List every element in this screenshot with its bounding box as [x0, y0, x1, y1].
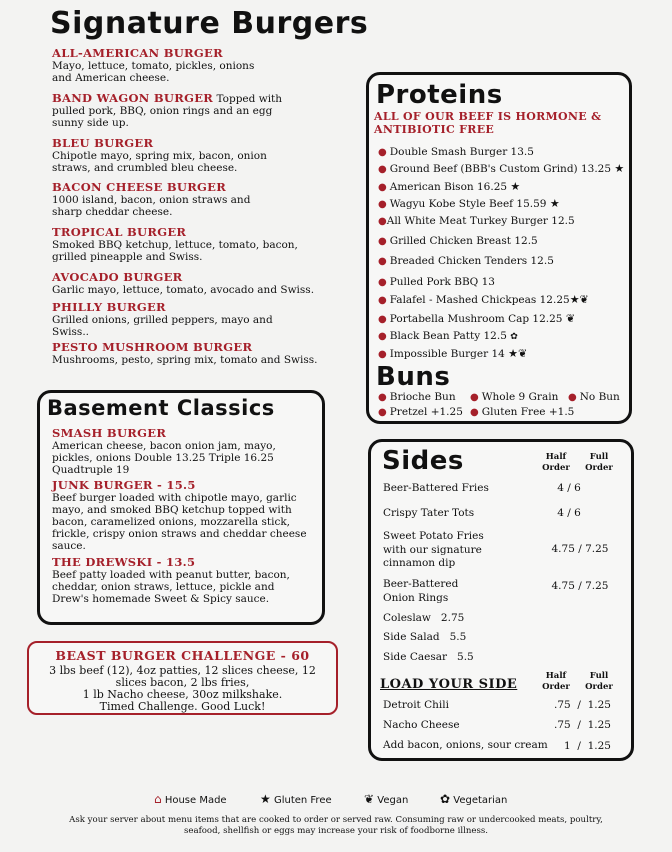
burger-desc: Mayo, lettuce, tomato, pickles, onions and American cheese. [52, 60, 255, 84]
bun-item [378, 391, 456, 403]
protein-label: Double Smash Burger 13.5 [389, 146, 534, 158]
burger-desc: Chipotle mayo, spring mix, bacon, onion straws, and crumbled bleu cheese. [52, 150, 267, 174]
challenge-details [27, 665, 338, 713]
burger-name: SMASH BURGER [52, 426, 167, 440]
bun-label: Brioche Bun [389, 391, 456, 403]
side-price: 4.75 / 7.25 [551, 543, 609, 555]
leaf-icon: ❦ [364, 792, 375, 806]
bullet-icon: ● [378, 182, 387, 193]
gluten-free-vegan-icon: ★❦ [508, 347, 528, 360]
half-order-header: Half Order [542, 671, 570, 692]
bullet-icon: ● [378, 236, 387, 247]
legend-label: House Made [164, 795, 227, 806]
side-item: Crispy Tater Tots [383, 507, 475, 519]
burger-name: PHILLY BURGER [52, 300, 166, 314]
basement-title: Basement Classics [47, 396, 275, 420]
side-item: Side Caesar 5.5 [383, 651, 474, 663]
burger-name: THE DREWSKI - 13.5 [52, 555, 196, 569]
protein-item [378, 215, 575, 227]
legend-vegetarian [440, 792, 507, 806]
side-item: Side Salad 5.5 [383, 631, 467, 643]
bun-label: No Bun [579, 391, 620, 403]
legend-label: Vegan [377, 795, 409, 806]
bullet-icon: ● [378, 392, 387, 403]
full-order-header: Full Order [585, 671, 613, 692]
side-price: 4.75 / 7.25 [551, 580, 609, 592]
basement-smash [52, 426, 310, 476]
protein-label: Falafel - Mashed Chickpeas 12.25 [389, 294, 570, 306]
footer-disclaimer [0, 815, 672, 837]
burger-name: PESTO MUSHROOM BURGER [52, 340, 253, 354]
star-icon: ★ [260, 792, 271, 806]
protein-label: Breaded Chicken Tenders 12.5 [389, 255, 554, 267]
legend-house-made [154, 792, 227, 806]
bullet-icon: ● [378, 407, 387, 418]
proteins-title: Proteins [376, 80, 503, 110]
side-price: 4 / 6 [557, 482, 581, 494]
protein-item [378, 293, 589, 306]
side-item: Coleslaw 2.75 [383, 612, 465, 624]
burger-avocado [52, 270, 322, 296]
protein-label: Black Bean Patty 12.5 [389, 330, 507, 342]
burger-desc: Beef burger loaded with chipotle mayo, garlic mayo, and smoked BBQ ketchup topped with bacon, caramelized onions, mozzarella stick, frickle, crispy onion straws and cheddar cheese sauce. [52, 492, 307, 552]
basement-junk [52, 478, 310, 552]
vegetarian-icon: ✿ [440, 792, 451, 806]
load-price: .75 / 1.25 [554, 699, 611, 711]
bun-label: Pretzel +1.25 [389, 406, 463, 418]
bullet-icon: ● [470, 392, 479, 403]
protein-item [378, 276, 495, 288]
basement-drewski [52, 555, 310, 605]
challenge-line: 3 lbs beef (12), 4oz patties, 12 slices cheese, 12 [49, 664, 316, 677]
protein-item [378, 330, 518, 342]
gluten-free-icon: ★ [510, 180, 521, 193]
burger-pesto-mushroom [52, 340, 322, 366]
burger-all-american [52, 46, 322, 84]
burger-band-wagon [52, 92, 322, 129]
burger-desc-block [52, 92, 297, 129]
burger-bacon-cheese [52, 180, 322, 218]
bun-item [470, 391, 558, 403]
footer-line: seafood, shellfish or eggs may increase your risk of foodborne illness. [183, 826, 489, 836]
footer-line: Ask your server about menu items that are cooked to order or served raw. Consuming raw or undercooked meats, poultry, [69, 815, 603, 825]
bullet-icon: ● [378, 199, 387, 210]
gluten-free-icon: ★ [549, 197, 560, 210]
burger-name: AVOCADO BURGER [52, 270, 183, 284]
protein-item [378, 312, 575, 325]
sides-title: Sides [382, 446, 464, 476]
load-your-side-title: LOAD YOUR SIDE [380, 677, 518, 692]
protein-item [378, 255, 554, 267]
burger-desc: Mushrooms, pesto, spring mix, tomato and Swiss. [52, 354, 318, 366]
buns-title: Buns [376, 362, 451, 392]
bun-item [470, 406, 574, 418]
legend-label: Vegetarian [453, 795, 508, 806]
side-item: Beer-Battered Fries [383, 482, 489, 494]
bullet-icon: ● [378, 331, 387, 342]
protein-label: Ground Beef (BBB's Custom Grind) 13.25 [389, 163, 612, 175]
side-item: Beer-Battered Onion Rings [383, 578, 459, 604]
bullet-icon: ● [378, 314, 387, 325]
load-price: 1 / 1.25 [564, 740, 611, 752]
protein-item [378, 347, 527, 360]
protein-label: All White Meat Turkey Burger 12.5 [386, 215, 575, 227]
house-icon: ⌂ [154, 792, 162, 806]
bullet-icon: ● [378, 277, 387, 288]
vegan-icon: ❦ [565, 312, 576, 325]
protein-item [378, 197, 560, 210]
load-item: Nacho Cheese [383, 719, 460, 731]
protein-item [378, 162, 624, 175]
load-item: Detroit Chili [383, 699, 449, 711]
bun-label: Gluten Free +1.5 [481, 406, 575, 418]
protein-label: Impossible Burger 14 [389, 348, 505, 360]
burger-desc: Beef patty loaded with peanut butter, bacon, cheddar, onion straws, lettuce, pickle and Drew's homemade Sweet & Spicy sauce. [52, 569, 290, 605]
gluten-free-icon: ★ [614, 162, 625, 175]
protein-item [378, 235, 538, 247]
challenge-title: BEAST BURGER CHALLENGE - 60 [55, 648, 310, 663]
burger-name: JUNK BURGER - 15.5 [52, 478, 196, 492]
burger-desc: 1000 island, bacon, onion straws and sharp cheddar cheese. [52, 194, 251, 218]
legend-label: Gluten Free [273, 795, 332, 806]
burger-desc: Grilled onions, grilled peppers, mayo and Swiss.. [52, 314, 273, 338]
bullet-icon: ● [378, 216, 387, 227]
bullet-icon: ● [378, 147, 387, 158]
load-price: .75 / 1.25 [554, 719, 611, 731]
challenge-line: 1 lb Nacho cheese, 30oz milkshake. [82, 688, 283, 701]
burger-name: BACON CHEESE BURGER [52, 180, 227, 194]
burger-name: TROPICAL BURGER [52, 225, 187, 239]
protein-label: Wagyu Kobe Style Beef 15.59 [389, 198, 547, 210]
bullet-icon: ● [378, 349, 387, 360]
bullet-icon: ● [378, 295, 387, 306]
bullet-icon: ● [568, 392, 577, 403]
challenge-line: Timed Challenge. Good Luck! [99, 700, 266, 713]
burger-name: BAND WAGON BURGER [52, 91, 214, 105]
protein-label: Portabella Mushroom Cap 12.25 [389, 313, 563, 325]
side-price: 4 / 6 [557, 507, 581, 519]
burger-name: ALL-AMERICAN BURGER [52, 46, 223, 60]
burger-desc: Smoked BBQ ketchup, lettuce, tomato, bacon, grilled pineapple and Swiss. [52, 239, 298, 263]
proteins-subtitle: ALL OF OUR BEEF IS HORMONE & ANTIBIOTIC FREE [374, 110, 602, 136]
signature-title: Signature Burgers [50, 6, 369, 41]
bullet-icon: ● [378, 256, 387, 267]
vegetarian-icon: ✿ [510, 332, 518, 342]
challenge-line: slices bacon, 2 lbs fries, [115, 676, 250, 689]
burger-desc: Garlic mayo, lettuce, tomato, avocado and Swiss. [52, 284, 315, 296]
burger-bleu [52, 136, 322, 174]
load-item: Add bacon, onions, sour cream [383, 739, 548, 751]
burger-tropical [52, 225, 322, 263]
burger-name: BLEU BURGER [52, 136, 154, 150]
protein-item [378, 180, 520, 193]
burger-desc: American cheese, bacon onion jam, mayo, pickles, onions Double 13.25 Triple 16.25 Quadtruple 19 [52, 440, 276, 476]
gluten-free-vegan-icon: ★❦ [569, 293, 589, 306]
protein-item [378, 145, 534, 158]
bun-label: Whole 9 Grain [481, 391, 559, 403]
bullet-icon: ● [470, 407, 479, 418]
bun-item [568, 391, 620, 403]
burger-desc: Topped with pulled pork, BBQ, onion rings and an egg sunny side up. [52, 93, 283, 129]
protein-label: Grilled Chicken Breast 12.5 [389, 235, 538, 247]
bun-item [378, 406, 463, 418]
side-item: Sweet Potato Fries with our signature cinnamon dip [383, 530, 484, 569]
full-order-header: Full Order [585, 452, 613, 473]
legend-gluten-free [260, 792, 332, 806]
bullet-icon: ● [378, 164, 387, 175]
half-order-header: Half Order [542, 452, 570, 473]
protein-label: Pulled Pork BBQ 13 [389, 276, 495, 288]
protein-label: American Bison 16.25 [389, 181, 508, 193]
legend-vegan [364, 792, 408, 806]
burger-philly [52, 300, 322, 338]
